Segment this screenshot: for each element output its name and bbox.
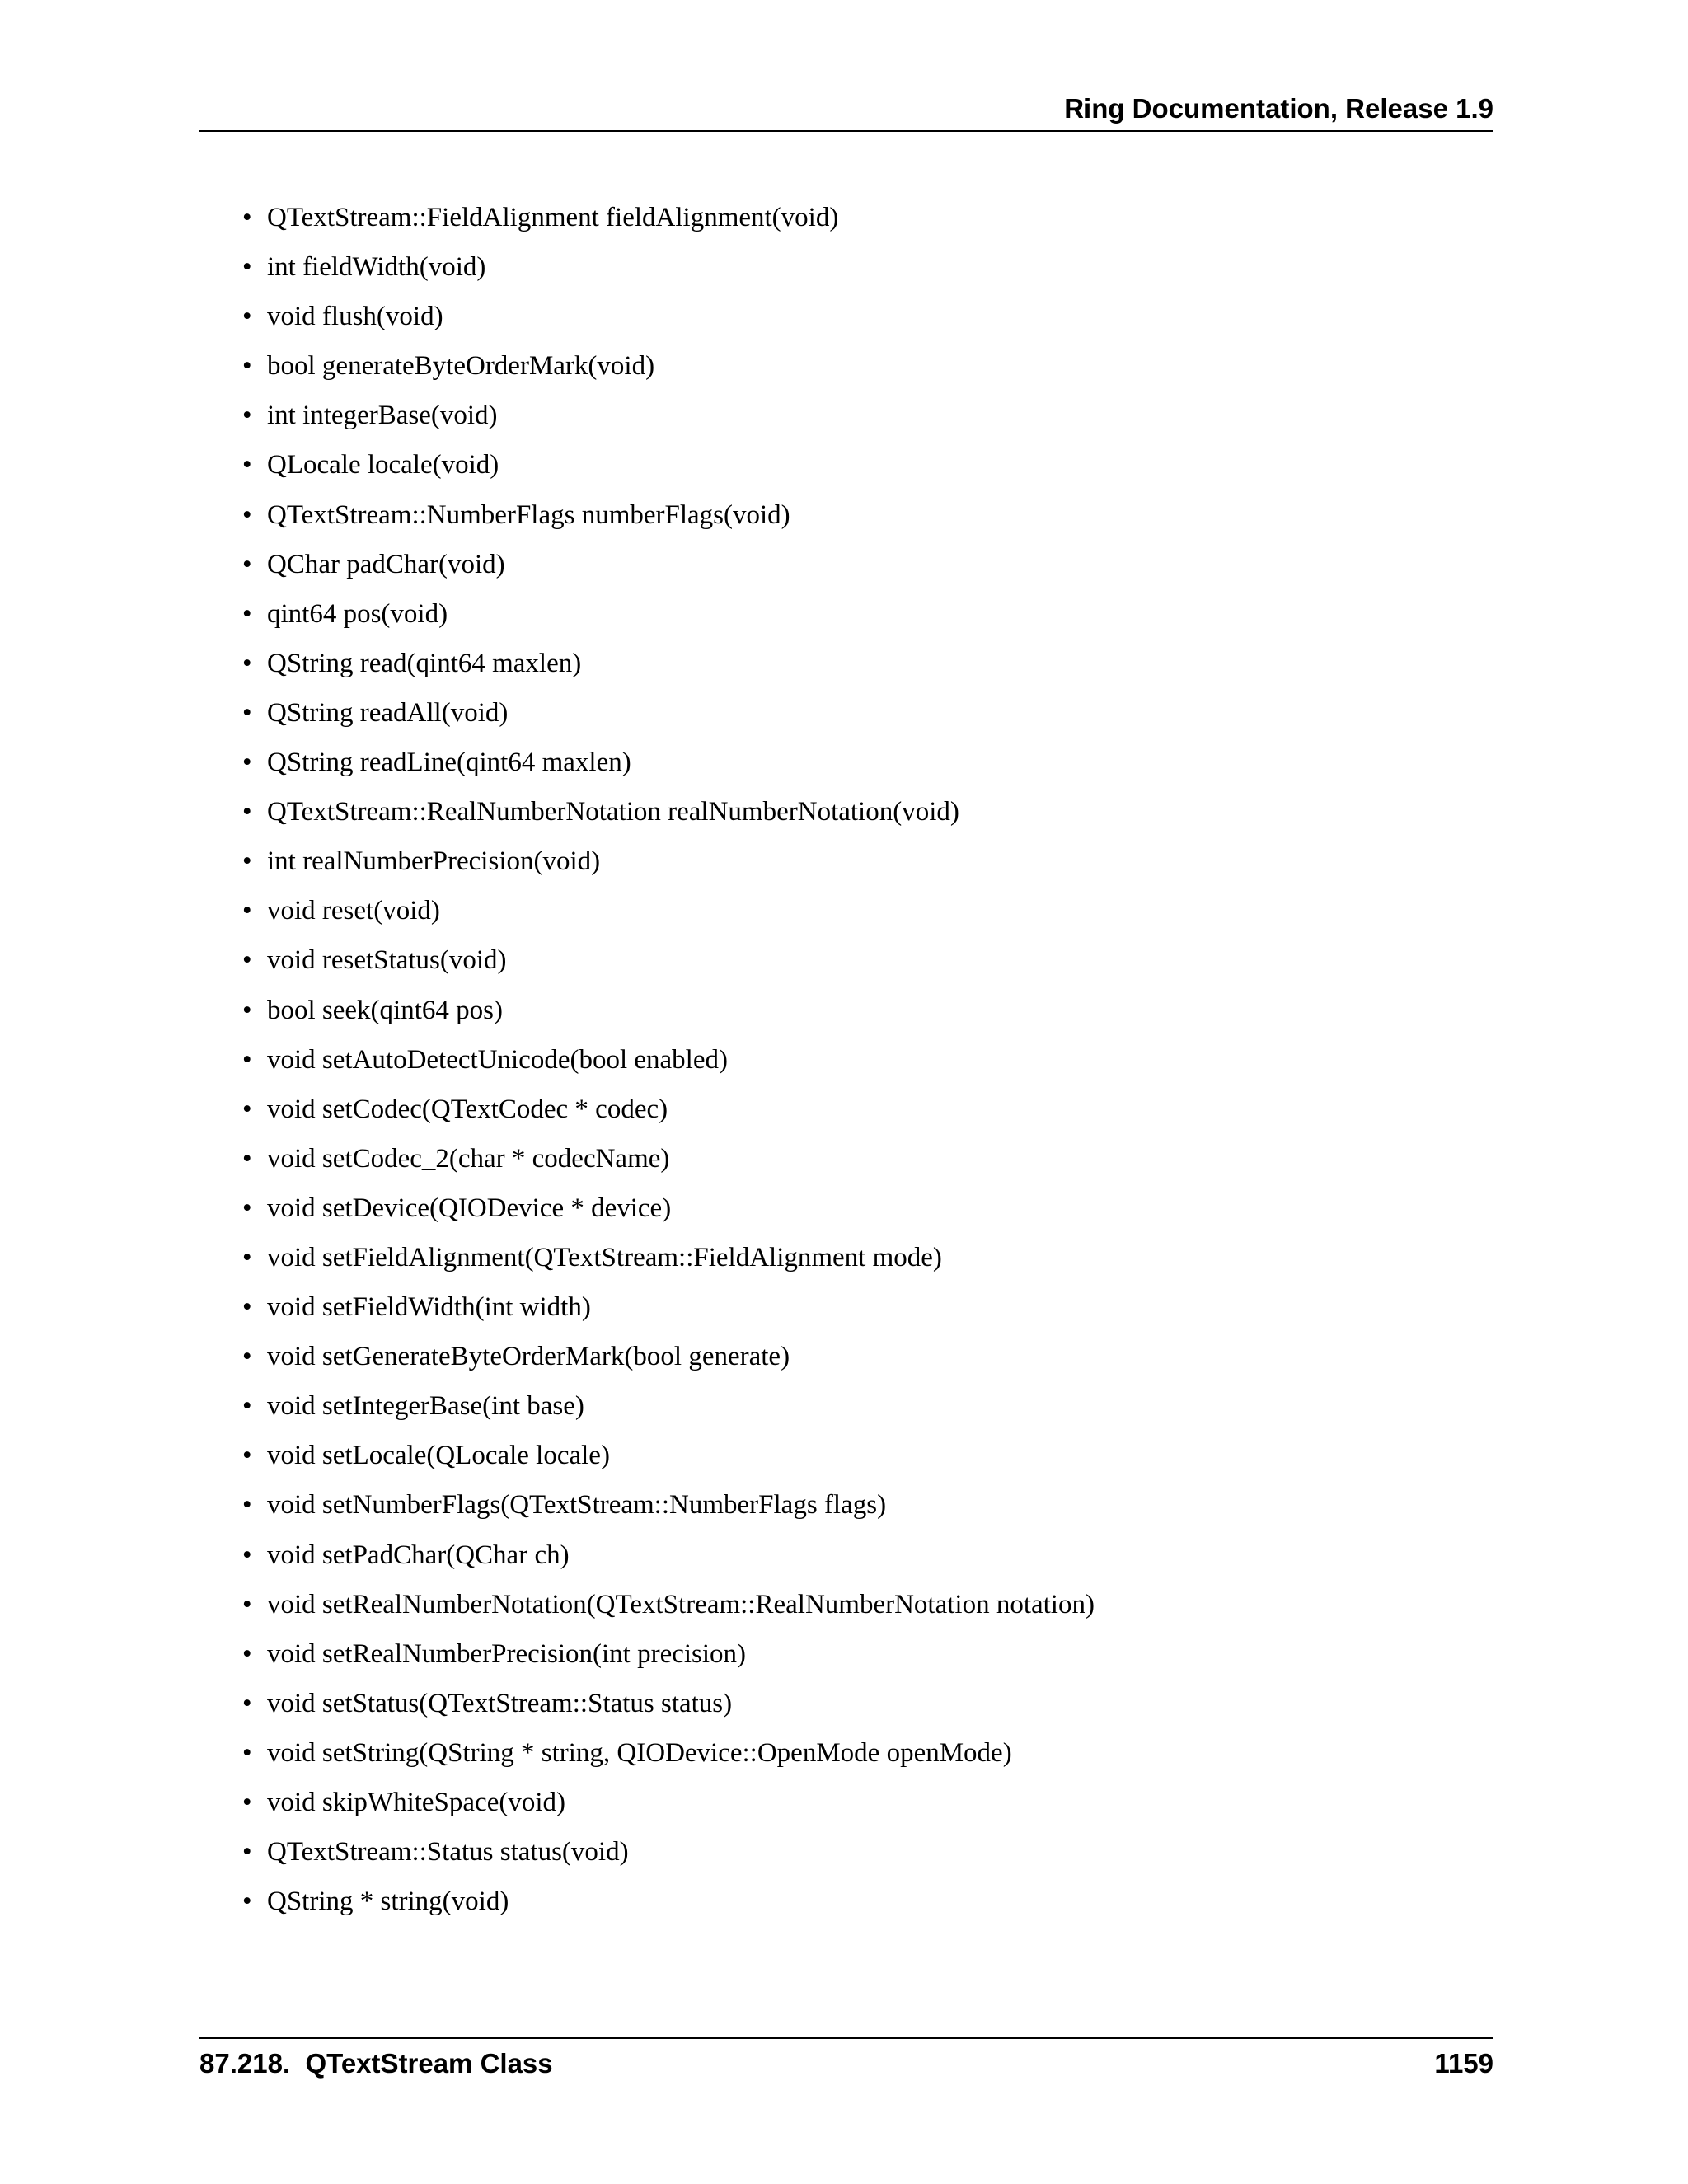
footer-section-title: 87.218. QTextStream Class [199,2048,553,2079]
bullet-icon: • [242,995,252,1025]
bullet-icon: • [242,1688,252,1718]
method-signature: void skipWhiteSpace(void) [267,1788,566,1817]
bullet-icon: • [242,549,252,579]
bullet-icon: • [242,1044,252,1075]
method-signature: int realNumberPrecision(void) [267,846,601,877]
bullet-icon: • [242,748,252,778]
bullet-icon: • [242,1342,252,1372]
bullet-icon: • [242,945,252,976]
method-signature: void resetStatus(void) [267,945,507,976]
bullet-icon: • [242,1094,252,1124]
bullet-icon: • [242,1638,252,1669]
method-signature: QLocale locale(void) [267,450,499,480]
method-signature: bool generateByteOrderMark(void) [267,351,655,382]
method-signature: qint64 pos(void) [267,598,448,629]
method-signature: void setLocale(QLocale locale) [267,1441,610,1471]
bullet-icon: • [242,203,252,232]
method-signature: void setCodec(QTextCodec * codec) [267,1094,668,1124]
bullet-icon: • [242,252,252,283]
method-signature: QString readAll(void) [267,697,509,728]
bullet-icon: • [242,598,252,629]
method-signature: void setIntegerBase(int base) [267,1391,584,1422]
bullet-icon: • [242,499,252,530]
method-signature: int fieldWidth(void) [267,252,486,283]
bullet-icon: • [242,1242,252,1272]
method-signature: void setRealNumberNotation(QTextStream::RealNumberNotation notation) [267,1589,1095,1619]
method-signature: void setFieldAlignment(QTextStream::FieldAlignment mode) [267,1242,942,1272]
page-number: 1159 [1434,2048,1493,2079]
bullet-icon: • [242,1589,252,1619]
bullet-icon: • [242,1886,252,1917]
bullet-icon: • [242,401,252,431]
bullet-icon: • [242,351,252,382]
bullet-icon: • [242,1737,252,1768]
bullet-icon: • [242,1441,252,1471]
method-signature: QTextStream::Status status(void) [267,1837,629,1868]
method-signature: void reset(void) [267,896,440,926]
bullet-icon: • [242,1490,252,1521]
method-signature: void setRealNumberPrecision(int precision) [267,1638,747,1669]
bullet-icon: • [242,302,252,332]
method-signature: bool seek(qint64 pos) [267,995,503,1025]
bullet-icon: • [242,1837,252,1868]
method-signature: void setAutoDetectUnicode(bool enabled) [267,1044,728,1075]
method-signature: void setGenerateByteOrderMark(bool generate) [267,1342,790,1372]
method-signature: QTextStream::RealNumberNotation realNumberNotation(void) [267,797,959,827]
method-signature: QChar padChar(void) [267,549,505,579]
method-signature: int integerBase(void) [267,401,498,431]
method-signature: void setString(QString * string, QIODevice::OpenMode openMode) [267,1737,1012,1768]
bullet-icon: • [242,648,252,678]
method-signature: void setCodec_2(char * codecName) [267,1143,670,1174]
bullet-icon: • [242,697,252,728]
bullet-icon: • [242,450,252,480]
header-divider [199,130,1493,132]
method-signature: QString * string(void) [267,1886,509,1917]
bullet-icon: • [242,1292,252,1323]
bullet-icon: • [242,896,252,926]
bullet-icon: • [242,1391,252,1422]
bullet-icon: • [242,1540,252,1570]
method-signature: void setFieldWidth(int width) [267,1292,591,1323]
bullet-icon: • [242,1788,252,1817]
method-signature: QTextStream::NumberFlags numberFlags(void) [267,499,790,530]
bullet-icon: • [242,1143,252,1174]
page-header-title: Ring Documentation, Release 1.9 [1064,93,1493,124]
method-signature: void setDevice(QIODevice * device) [267,1193,672,1223]
method-signature: void flush(void) [267,302,443,332]
method-signature: QString read(qint64 maxlen) [267,648,582,678]
bullet-icon: • [242,846,252,877]
bullet-icon: • [242,797,252,827]
method-signature: QTextStream::FieldAlignment fieldAlignment(void) [267,203,839,232]
method-signature: void setStatus(QTextStream::Status status) [267,1688,733,1718]
method-signature: void setPadChar(QChar ch) [267,1540,570,1570]
method-signature: void setNumberFlags(QTextStream::NumberFlags flags) [267,1490,887,1521]
footer-divider [199,2037,1493,2039]
method-signature: QString readLine(qint64 maxlen) [267,748,631,778]
bullet-icon: • [242,1193,252,1223]
